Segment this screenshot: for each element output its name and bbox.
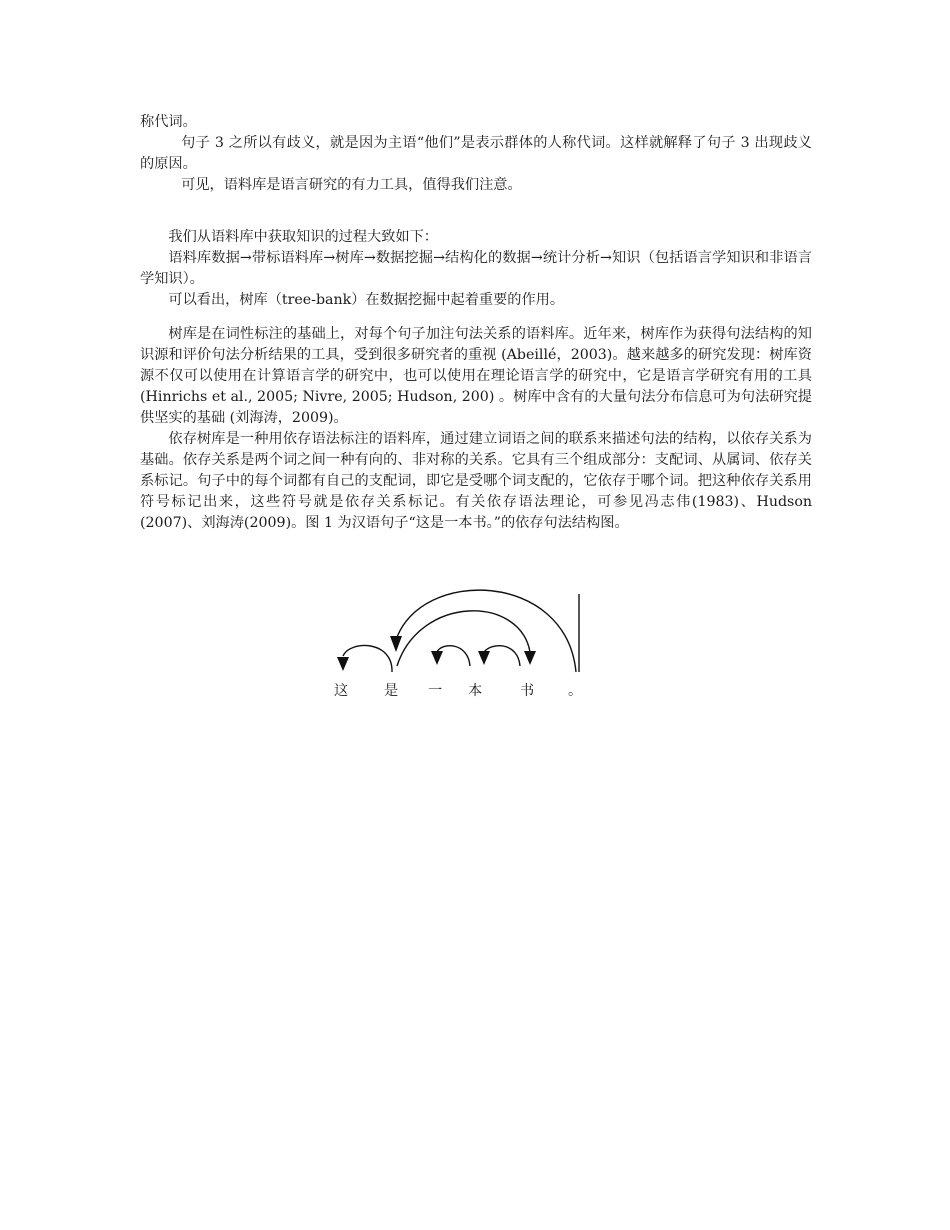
paragraph-4: 我们从语料库中获取知识的过程大致如下： [168,229,438,245]
arrow-head-yi [431,651,443,665]
document-body [140,112,812,534]
paragraph-5: 语料库数据→带标语料库→树库→数据挖掘→结构化的数据→统计分析→知识（包括语言学知识和非语言学知识）。 [140,250,812,287]
word-shi: 是 [384,683,399,699]
word-ben: 本 [468,683,483,699]
paragraph-1: 称代词。 [140,114,197,130]
arrow-head-shi-outer [390,636,402,652]
word-period: 。 [568,683,583,699]
word-zhe: 这 [334,683,349,699]
word-shu: 书 [520,683,535,699]
paragraph-7: 树库是在词性标注的基础上，对每个句子加注句法关系的语料库。近年来，树库作为获得句法结构的知识源和评价句法分析结果的工具，受到很多研究者的重视 (Abeillé，2003)。越来越多的研究发现：树库资源不仅可以使用在计算语言学的研究中，也可以使用在理论语言学的研究中，它是语言学研究有用的工具 (Hinrichs et al., 2005; Nivre, 2005; Hudson, 200) 。树库中含有的大量句法分布信息可为句法研究提供坚实的基础 (刘海涛，2009)。 [140,326,812,426]
paragraph-6: 可以看出，树库（tree-bank）在数据挖掘中起着重要的作用。 [168,292,565,308]
arc-shi-to-zhe [343,645,392,672]
arrow-head-ben [478,651,490,665]
arrow-head-zhe [337,657,349,671]
arc-shi-to-shu [397,611,530,666]
word-yi: 一 [428,683,443,699]
arc-shu-to-ben [484,646,520,666]
paragraph-8: 依存树库是一种用依存语法标注的语料库，通过建立词语之间的联系来描述句法的结构，以依存关系为基础。依存关系是两个词之间一种有向的、非对称的关系。它具有三个组成部分：支配词、从属词、依存关系标记。句子中的每个词都有自己的支配词，即它是受哪个词支配的，它依存于哪个词。把这种依存关系用符号标记出来，这些符号就是依存关系标记。有关依存语法理论，可参见冯志伟(1983)、Hudson (2007)、刘海涛(2009)。图 1 为汉语句子“这是一本书。”的依存句法结构图。 [140,431,812,531]
arc-shu-to-yi [437,646,470,666]
arrow-head-shu [524,651,536,665]
arc-period-to-shi [396,590,576,672]
paragraph-3: 可见，语料库是语言研究的有力工具，值得我们注意。 [181,177,522,193]
paragraph-2: 句子 3 之所以有歧义，就是因为主语“他们”是表示群体的人称代词。这样就解释了句子 3 出现歧义的原因。 [140,135,812,172]
